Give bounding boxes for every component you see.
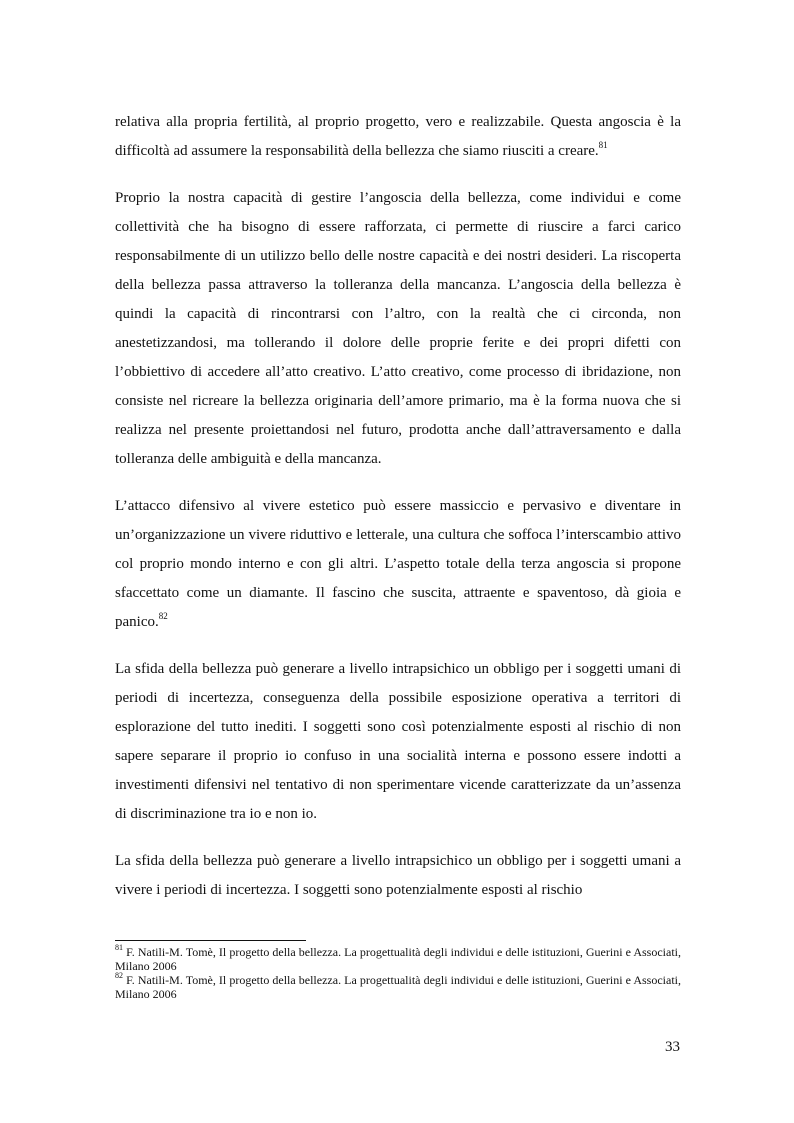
footnotes	[115, 945, 681, 1001]
paragraph-text: Proprio la nostra capacità di gestire l’angoscia della bellezza, come individui e come collettività che ha bisogno di essere rafforzata, ci permette di riuscire a farci carico responsabilmente di un utilizzo bello delle nostre capacità e dei nostri desideri. La riscoperta della bellezza passa attraverso la tolleranza della mancanza. L’angoscia della bellezza è quindi la capacità di rincontrarsi con l’altro, con la realtà che ci circonda, non anestetizzandosi, ma tollerando il dolore delle proprie ferite e dei propri difetti con l’obbiettivo di accedere all’atto creativo. L’atto creativo, come processo di ibridazione, non consiste nel ricreare la bellezza originaria dell’amore primario, ma è la forma nuova che si realizza nel presente proiettandosi nel futuro, prodotta anche dall’attraversamento e dalla tolleranza delle ambiguità e della mancanza.	[115, 190, 681, 467]
paragraph-4	[115, 655, 681, 829]
footnote-ref-82[interactable]: 82	[158, 611, 168, 621]
paragraph-5	[115, 847, 681, 905]
paragraph-text: La sfida della bellezza può generare a livello intrapsichico un obbligo per i soggetti umani di periodi di incertezza, conseguenza della possibile esposizione operativa a territori di esplorazione del tutto inediti. I soggetti sono così potenzialmente esposti al rischio di non sapere separare il proprio io confuso in una socialità interna e possono essere indotti a investimenti difensivi nel tentativo di non sperimentare vicende caratterizzate da un’assenza di discriminazione tra io e non io.	[115, 661, 681, 822]
paragraph-text: relativa alla propria fertilità, al proprio progetto, vero e realizzabile. Questa angoscia è la difficoltà ad assumere la responsabilità della bellezza che siamo riusciti a creare.	[115, 114, 681, 159]
paragraph-text: L’attacco difensivo al vivere estetico può essere massiccio e pervasivo e diventare in un’organizzazione un vivere riduttivo e letterale, una cultura che soffoca l’interscambio attivo col proprio mondo interno e con gli altri. L’aspetto totale della terza angoscia si propone sfaccettato come un diamante. Il fascino che suscita, attraente e spaventoso, dà gioia e panico.	[115, 498, 681, 630]
footnote-text: F. Natili-M. Tomè, Il progetto della bellezza. La progettualità degli individui e delle istituzioni, Guerini e Associati, Milano 2006	[115, 945, 682, 973]
paragraph-1	[115, 108, 681, 166]
footnote-81	[115, 945, 681, 973]
footnote-ref-81[interactable]: 81	[598, 140, 608, 150]
footnote-number: 82	[115, 971, 123, 980]
footnote-number: 81	[115, 943, 123, 952]
paragraph-3	[115, 492, 681, 637]
body-text	[115, 108, 681, 923]
paragraph-2	[115, 184, 681, 474]
page-number: 33	[665, 1039, 680, 1055]
footnote-82	[115, 973, 681, 1001]
paragraph-text: La sfida della bellezza può generare a livello intrapsichico un obbligo per i soggetti umani a vivere i periodi di incertezza. I soggetti sono potenzialmente esposti al rischio	[115, 853, 681, 898]
footnote-text: F. Natili-M. Tomè, Il progetto della bellezza. La progettualità degli individui e delle istituzioni, Guerini e Associati, Milano 2006	[115, 973, 682, 1001]
footnote-separator	[115, 940, 306, 941]
